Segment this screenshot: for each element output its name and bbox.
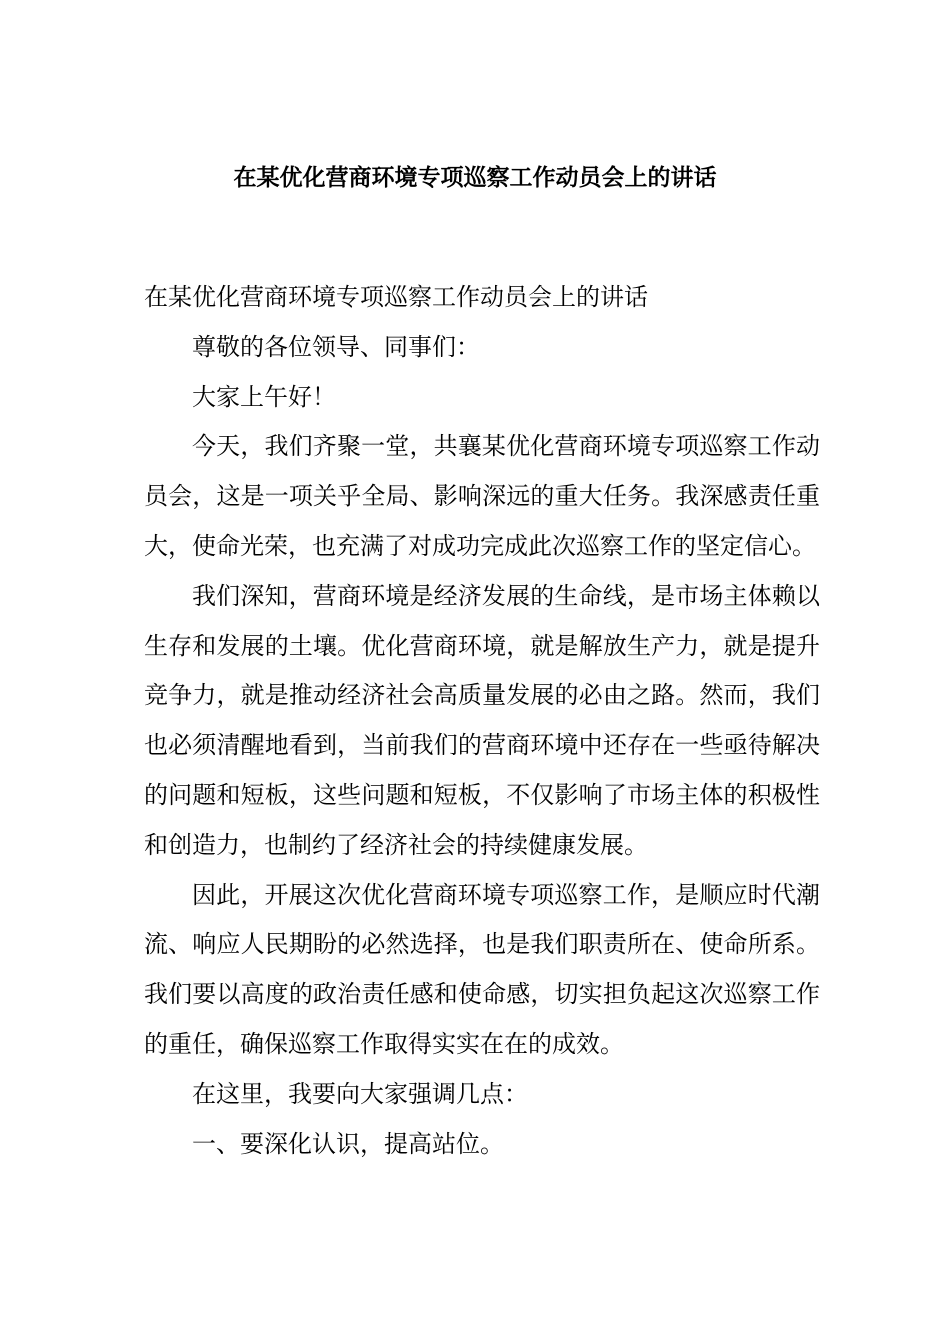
document-title: 在某优化营商环境专项巡察工作动员会上的讲话	[233, 165, 717, 191]
paragraph-inspection-purpose: 因此，开展这次优化营商环境专项巡察工作，是顺应时代潮流、响应人民期盼的必然选择，也是我们职责所在、使命所系。我们要以高度的政治责任感和使命感，切实担负起这次巡察工作的重任，确保巡察工作取得实实在在的成效。	[144, 880, 820, 1058]
paragraph-emphasis-intro: 在这里，我要向大家强调几点：	[192, 1079, 528, 1108]
salutation: 尊敬的各位领导、同事们：	[192, 332, 480, 361]
paragraph-business-environment: 我们深知，营商环境是经济发展的生命线，是市场主体赖以生存和发展的土壤。优化营商环境，就是解放生产力，就是提升竞争力，就是推动经济社会高质量发展的必由之路。然而，我们也必须清醒地看到，当前我们的营商环境中还存在一些亟待解决的问题和短板，这些问题和短板，不仅影响了市场主体的积极性和创造力，也制约了经济社会的持续健康发展。	[144, 581, 820, 859]
greeting: 大家上午好！	[192, 382, 336, 411]
document-body	[144, 273, 820, 1169]
body-heading: 在某优化营商环境专项巡察工作动员会上的讲话	[144, 283, 648, 311]
paragraph-opening: 今天，我们齐聚一堂，共襄某优化营商环境专项巡察工作动员会，这是一项关乎全局、影响深远的重大任务。我深感责任重大，使命光荣，也充满了对成功完成此次巡察工作的坚定信心。	[144, 432, 820, 560]
section-heading-one: 一、要深化认识，提高站位。	[192, 1129, 504, 1158]
